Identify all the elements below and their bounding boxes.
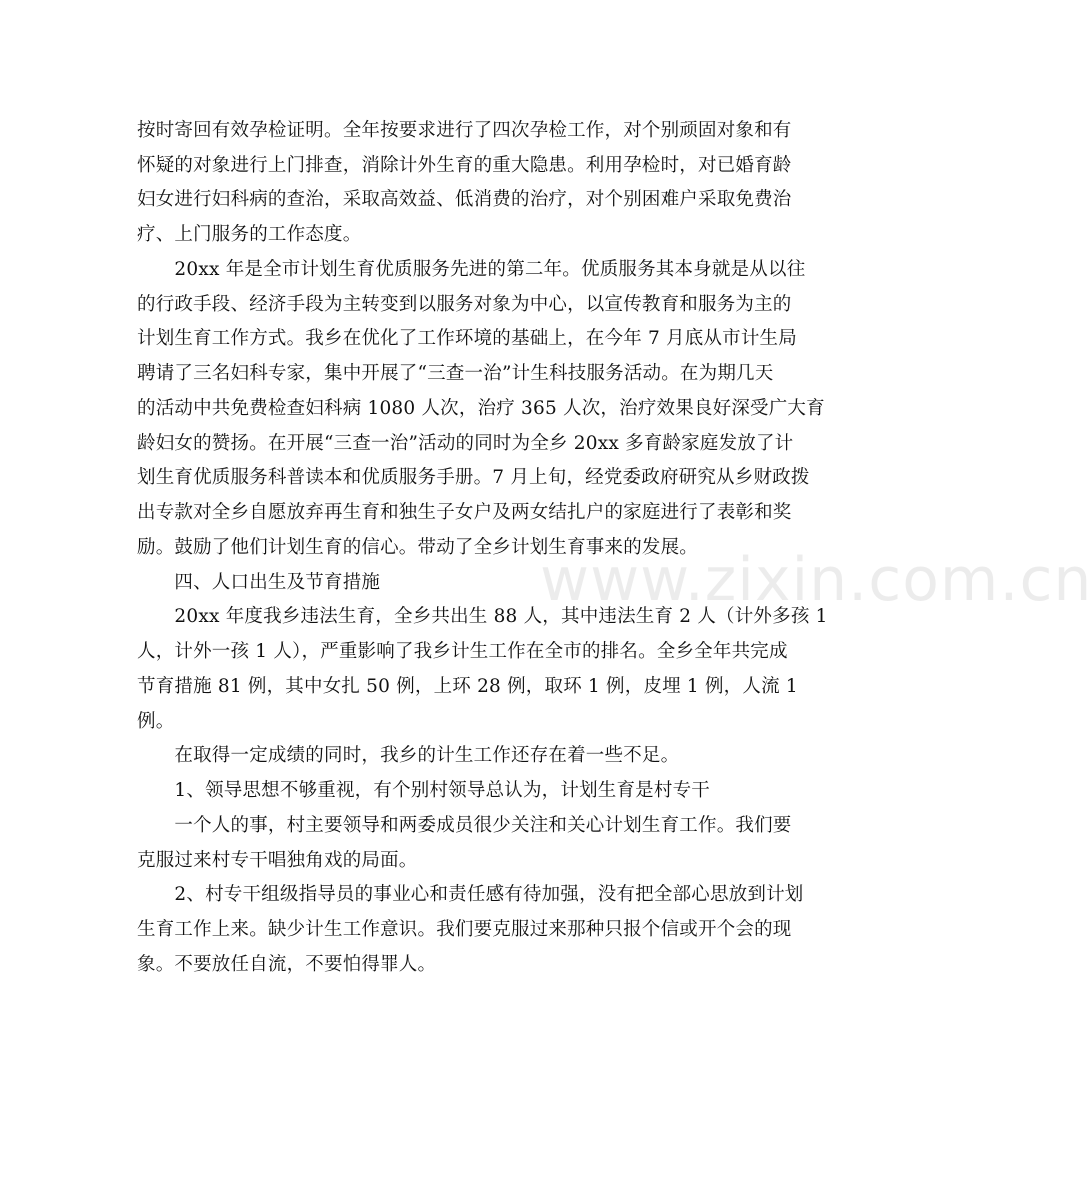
text-line: 克服过来村专干唱独角戏的局面。 bbox=[137, 850, 418, 871]
text-line: 龄妇女的赞扬。在开展“三查一治”活动的同时为全乡 20xx 多育龄家庭发放了计 bbox=[137, 433, 794, 454]
text-line: 例。 bbox=[137, 711, 175, 732]
text-line: 1、领导思想不够重视，有个别村领导总认为，计划生育是村专干 bbox=[137, 780, 710, 801]
text-line: 的活动中共免费检查妇科病 1080 人次，治疗 365 人次，治疗效果良好深受广大育 bbox=[137, 398, 825, 419]
text-line: 人，计外一孩 1 人），严重影响了我乡计生工作在全市的排名。全乡全年共完成 bbox=[137, 641, 788, 662]
text-line: 的行政手段、经济手段为主转变到以服务对象为中心，以宣传教育和服务为主的 bbox=[137, 294, 792, 315]
text-line: 计划生育工作方式。我乡在优化了工作环境的基础上，在今年 7 月底从市计生局 bbox=[137, 328, 797, 349]
text-line: 节育措施 81 例，其中女扎 50 例，上环 28 例，取环 1 例，皮埋 1 例，人流 1 bbox=[137, 676, 798, 697]
watermark: www.zixin.com.cn bbox=[540, 545, 1092, 615]
text-line: 在取得一定成绩的同时，我乡的计生工作还存在着一些不足。 bbox=[137, 745, 680, 766]
text-line: 疗、上门服务的工作态度。 bbox=[137, 224, 362, 245]
text-line: 20xx 年是全市计划生育优质服务先进的第二年。优质服务其本身就是从以往 bbox=[137, 259, 806, 280]
text-line: 妇女进行妇科病的查治，采取高效益、低消费的治疗，对个别困难户采取免费治 bbox=[137, 189, 792, 210]
text-line: 象。不要放任自流，不要怕得罪人。 bbox=[137, 954, 437, 975]
text-line: 2、村专干组级指导员的事业心和责任感有待加强，没有把全部心思放到计划 bbox=[137, 884, 804, 905]
text-line: 一个人的事，村主要领导和两委成员很少关注和关心计划生育工作。我们要 bbox=[137, 815, 792, 836]
text-line: 聘请了三名妇科专家，集中开展了“三查一治”计生科技服务活动。在为期几天 bbox=[137, 363, 774, 384]
text-line: 20xx 年度我乡违法生育，全乡共出生 88 人，其中违法生育 2 人（计外多孩 1 bbox=[137, 606, 828, 627]
text-line: 怀疑的对象进行上门排查，消除计外生育的重大隐患。利用孕检时，对已婚育龄 bbox=[137, 155, 792, 176]
text-line: 出专款对全乡自愿放弃再生育和独生子女户及两女结扎户的家庭进行了表彰和奖 bbox=[137, 502, 792, 523]
text-line: 划生育优质服务科普读本和优质服务手册。7 月上旬，经党委政府研究从乡财政拨 bbox=[137, 467, 810, 488]
section-heading: 四、人口出生及节育措施 bbox=[137, 572, 381, 593]
text-line: 按时寄回有效孕检证明。全年按要求进行了四次孕检工作，对个别顽固对象和有 bbox=[137, 120, 792, 141]
text-line: 励。鼓励了他们计划生育的信心。带动了全乡计划生育事来的发展。 bbox=[137, 537, 699, 558]
text-line: 生育工作上来。缺少计生工作意识。我们要克服过来那种只报个信或开个会的现 bbox=[137, 919, 792, 940]
